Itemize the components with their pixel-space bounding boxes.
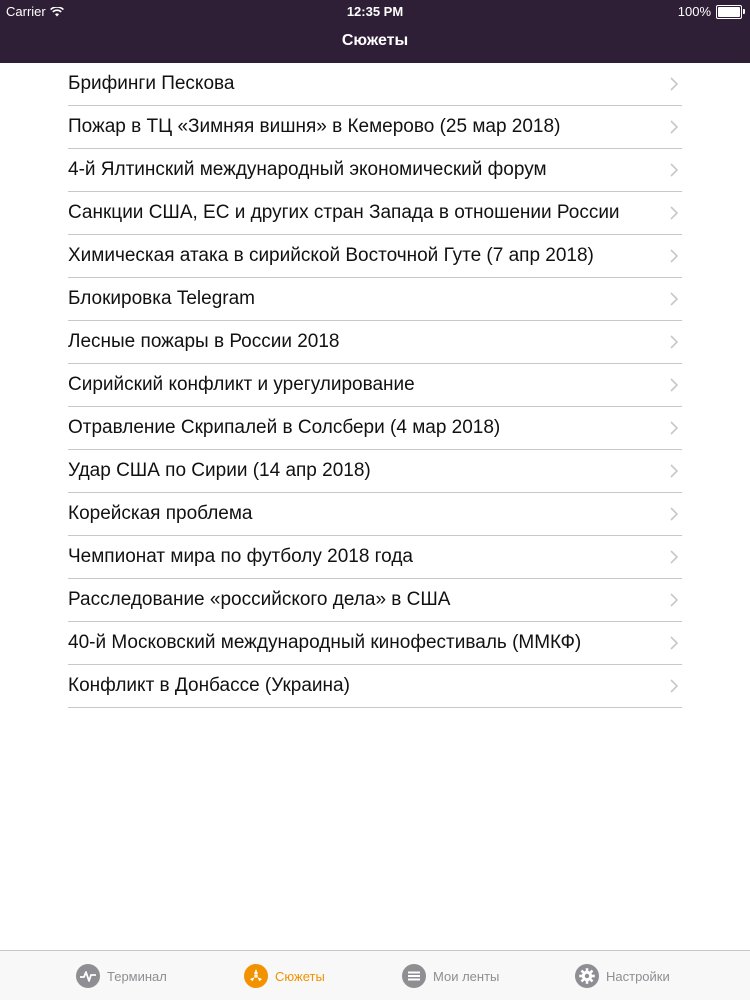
chevron-right-icon: [670, 550, 678, 564]
chevron-right-icon: [670, 593, 678, 607]
list-item[interactable]: [68, 665, 682, 708]
tab-my-feeds[interactable]: [402, 951, 499, 1001]
chevron-right-icon: [670, 292, 678, 306]
list-item-label: Пожар в ТЦ «Зимняя вишня» в Кемерово (25 мар 2018): [68, 116, 561, 137]
chevron-right-icon: [670, 335, 678, 349]
battery-percent: 100%: [677, 4, 711, 19]
tab-my-feeds-label: Мои ленты: [433, 968, 500, 984]
tab-stories[interactable]: [244, 951, 325, 1001]
list-item[interactable]: [68, 106, 682, 149]
list-item[interactable]: [68, 579, 682, 622]
radiation-icon: [244, 964, 268, 988]
list-item-label: Блокировка Telegram: [68, 288, 255, 309]
chevron-right-icon: [670, 378, 678, 392]
list-item[interactable]: [68, 493, 682, 536]
list-item[interactable]: [68, 149, 682, 192]
chevron-right-icon: [670, 636, 678, 650]
tab-settings[interactable]: [575, 951, 670, 1001]
list-item[interactable]: [68, 536, 682, 579]
list-item-label: Санкции США, ЕС и других стран Запада в отношении России: [68, 202, 620, 223]
list-icon: [402, 964, 426, 988]
chevron-right-icon: [670, 421, 678, 435]
list-item-label: Чемпионат мира по футболу 2018 года: [68, 546, 413, 567]
tab-stories-label: Сюжеты: [275, 968, 325, 984]
list-item[interactable]: [68, 622, 682, 665]
list-item-label: Удар США по Сирии (14 апр 2018): [68, 460, 371, 481]
list-item-label: Брифинги Пескова: [68, 73, 235, 94]
chevron-right-icon: [670, 507, 678, 521]
tab-terminal-label: Терминал: [107, 968, 167, 984]
battery-icon: [716, 5, 742, 19]
list-item-label: Конфликт в Донбассе (Украина): [68, 675, 350, 696]
carrier-label: Carrier: [6, 4, 46, 19]
chevron-right-icon: [670, 249, 678, 263]
list-item[interactable]: [68, 63, 682, 106]
list-item[interactable]: [68, 235, 682, 278]
list-item-label: 40-й Московский международный кинофестиваль (ММКФ): [68, 632, 582, 653]
tab-settings-label: Настройки: [606, 968, 670, 984]
list-item-label: Отравление Скрипалей в Солсбери (4 мар 2018): [68, 417, 501, 438]
status-bar: [0, 0, 750, 22]
navigation-header: [0, 0, 750, 63]
list-item-label: Лесные пожары в России 2018: [68, 331, 340, 352]
chevron-right-icon: [670, 464, 678, 478]
list-item-label: Корейская проблема: [68, 503, 253, 524]
list-item[interactable]: [68, 192, 682, 235]
status-time: 12:35 PM: [346, 4, 404, 19]
list-item-label: Расследование «российского дела» в США: [68, 589, 451, 610]
chevron-right-icon: [670, 679, 678, 693]
chevron-right-icon: [670, 120, 678, 134]
list-item[interactable]: [68, 364, 682, 407]
gear-icon: [575, 964, 599, 988]
chevron-right-icon: [670, 163, 678, 177]
list-item[interactable]: [68, 278, 682, 321]
chevron-right-icon: [670, 77, 678, 91]
tab-terminal[interactable]: [76, 951, 167, 1001]
list-item[interactable]: [68, 321, 682, 364]
pulse-icon: [76, 964, 100, 988]
list-item-label: Химическая атака в сирийской Восточной Гуте (7 апр 2018): [68, 245, 594, 266]
list-item[interactable]: [68, 407, 682, 450]
status-battery: [678, 4, 742, 19]
chevron-right-icon: [670, 206, 678, 220]
tab-bar: [0, 950, 750, 1000]
page-title: Сюжеты: [341, 32, 409, 49]
stories-list: [68, 63, 682, 708]
list-item-label: 4-й Ялтинский международный экономический форум: [68, 159, 547, 180]
list-item[interactable]: [68, 450, 682, 493]
list-item-label: Сирийский конфликт и урегулирование: [68, 374, 415, 395]
